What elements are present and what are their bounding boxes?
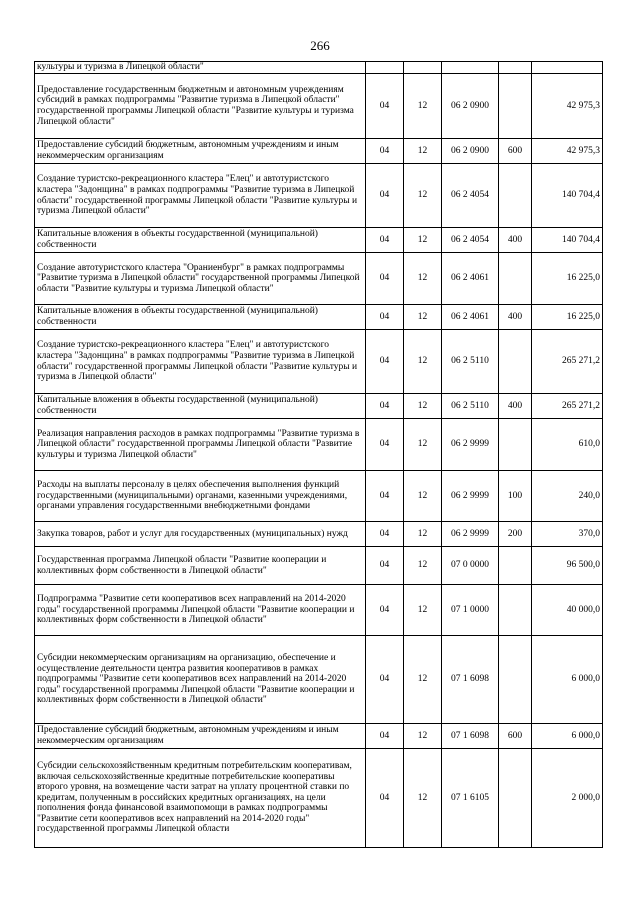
- expense-type-code: [499, 253, 532, 305]
- section-code: [366, 62, 404, 74]
- page-number: 266: [310, 38, 330, 53]
- section-code: 04: [366, 228, 404, 253]
- table-row: [35, 749, 603, 848]
- table-row: [35, 228, 603, 253]
- table-row: [35, 522, 603, 547]
- subsection-code: 12: [404, 330, 442, 394]
- table-row: [35, 305, 603, 330]
- target-article-code: 06 2 0900: [442, 74, 499, 139]
- row-name: Капитальные вложения в объекты государственной (муниципальной) собственности: [35, 228, 366, 253]
- amount: 265 271,2: [532, 394, 603, 419]
- amount: [532, 62, 603, 74]
- target-article-code: 06 2 5110: [442, 330, 499, 394]
- subsection-code: 12: [404, 228, 442, 253]
- expense-type-code: [499, 74, 532, 139]
- subsection-code: 12: [404, 471, 442, 522]
- target-article-code: 06 2 0900: [442, 139, 499, 164]
- amount: 6 000,0: [532, 724, 603, 749]
- expense-type-code: 400: [499, 228, 532, 253]
- expense-type-code: [499, 419, 532, 471]
- table-row: [35, 394, 603, 419]
- subsection-code: 12: [404, 419, 442, 471]
- table-row: [35, 636, 603, 724]
- expense-type-code: [499, 330, 532, 394]
- section-code: 04: [366, 253, 404, 305]
- target-article-code: 06 2 4061: [442, 305, 499, 330]
- expense-type-code: [499, 547, 532, 585]
- expense-type-code: [499, 164, 532, 228]
- subsection-code: 12: [404, 74, 442, 139]
- expense-type-code: [499, 636, 532, 724]
- row-name: Капитальные вложения в объекты государственной (муниципальной) собственности: [35, 305, 366, 330]
- expense-type-code: 100: [499, 471, 532, 522]
- amount: 370,0: [532, 522, 603, 547]
- target-article-code: 06 2 5110: [442, 394, 499, 419]
- target-article-code: 06 2 9999: [442, 419, 499, 471]
- row-name: Закупка товаров, работ и услуг для государственных (муниципальных) нужд: [35, 522, 366, 547]
- target-article-code: 07 1 6105: [442, 749, 499, 848]
- row-name: Капитальные вложения в объекты государственной (муниципальной) собственности: [35, 394, 366, 419]
- row-name: Субсидии сельскохозяйственным кредитным потребительским кооперативам, включая сельскохозяйственные кредитные потребительские кооперативы второго уровня, на возмещение части затрат на уплату процентной ставки по кредитам, полученным в российских кредитных организациях, на цели пополнения фонда финансовой взаимопомощи в рамках подпрограммы "Развитие сети кооперативов всех направлений на 2014-2020 годы" государственной программы Липецкой области: [35, 749, 366, 848]
- target-article-code: 06 2 9999: [442, 471, 499, 522]
- subsection-code: 12: [404, 522, 442, 547]
- row-name: Государственная программа Липецкой области "Развитие кооперации и коллективных форм собственности в Липецкой области": [35, 547, 366, 585]
- subsection-code: 12: [404, 253, 442, 305]
- target-article-code: 07 0 0000: [442, 547, 499, 585]
- section-code: 04: [366, 636, 404, 724]
- row-name: Расходы на выплаты персоналу в целях обеспечения выполнения функций государственными (муниципальными) органами, казенными учреждениями, органами управления государственными внебюджетными фондами: [35, 471, 366, 522]
- table-row: [35, 471, 603, 522]
- section-code: 04: [366, 305, 404, 330]
- subsection-code: 12: [404, 547, 442, 585]
- section-code: 04: [366, 471, 404, 522]
- expense-type-code: 600: [499, 724, 532, 749]
- section-code: 04: [366, 547, 404, 585]
- subsection-code: 12: [404, 749, 442, 848]
- amount: 2 000,0: [532, 749, 603, 848]
- amount: 42 975,3: [532, 74, 603, 139]
- row-name: Предоставление государственным бюджетным и автономным учреждениям субсидий в рамках подпрограммы "Развитие туризма в Липецкой области" государственной программы Липецкой области "Развитие культуры и туризма Липецкой области": [35, 74, 366, 139]
- budget-table-body: [35, 62, 603, 848]
- amount: 265 271,2: [532, 330, 603, 394]
- expense-type-code: [499, 749, 532, 848]
- target-article-code: 07 1 6098: [442, 724, 499, 749]
- section-code: 04: [366, 522, 404, 547]
- expense-type-code: 400: [499, 394, 532, 419]
- table-row: [35, 74, 603, 139]
- target-article-code: 06 2 4054: [442, 228, 499, 253]
- amount: 16 225,0: [532, 253, 603, 305]
- section-code: 04: [366, 724, 404, 749]
- row-name: Создание туристско-рекреационного кластера "Елец" и автотуристского кластера "Задонщина" в рамках подпрограммы "Развитие туризма в Липецкой области" государственной программы Липецкой области "Развитие культуры и туризма в Липецкой области": [35, 330, 366, 394]
- target-article-code: [442, 62, 499, 74]
- row-name: Предоставление субсидий бюджетным, автономным учреждениям и иным некоммерческим организациям: [35, 724, 366, 749]
- table-row: [35, 585, 603, 636]
- expense-type-code: 600: [499, 139, 532, 164]
- amount: 42 975,3: [532, 139, 603, 164]
- row-name: Субсидии некоммерческим организациям на организацию, обеспечение и осуществление деятельности центра развития кооперативов в рамках подпрограммы "Развитие сети кооперативов всех направлений на 2014-2020 годы" государственной программы Липецкой области "Развитие кооперации и коллективных форм собственности в Липецкой области": [35, 636, 366, 724]
- section-code: 04: [366, 749, 404, 848]
- table-row: [35, 547, 603, 585]
- target-article-code: 07 1 0000: [442, 585, 499, 636]
- subsection-code: 12: [404, 585, 442, 636]
- subsection-code: 12: [404, 139, 442, 164]
- amount: 16 225,0: [532, 305, 603, 330]
- subsection-code: 12: [404, 724, 442, 749]
- row-name: Создание автотуристского кластера "Ораниенбург" в рамках подпрограммы "Развитие туризма в Липецкой области" государственной программы Липецкой области "Развитие культуры и туризма Липецкой области": [35, 253, 366, 305]
- target-article-code: 07 1 6098: [442, 636, 499, 724]
- expense-type-code: 400: [499, 305, 532, 330]
- target-article-code: 06 2 4061: [442, 253, 499, 305]
- table-row: [35, 62, 603, 74]
- table-row: [35, 253, 603, 305]
- target-article-code: 06 2 9999: [442, 522, 499, 547]
- section-code: 04: [366, 394, 404, 419]
- subsection-code: 12: [404, 164, 442, 228]
- subsection-code: 12: [404, 305, 442, 330]
- table-row: [35, 139, 603, 164]
- expense-type-code: [499, 585, 532, 636]
- section-code: 04: [366, 164, 404, 228]
- amount: 240,0: [532, 471, 603, 522]
- section-code: 04: [366, 74, 404, 139]
- amount: 140 704,4: [532, 228, 603, 253]
- section-code: 04: [366, 585, 404, 636]
- section-code: 04: [366, 139, 404, 164]
- budget-table: [34, 61, 603, 848]
- amount: 96 500,0: [532, 547, 603, 585]
- amount: 610,0: [532, 419, 603, 471]
- table-row: [35, 419, 603, 471]
- row-name: Создание туристско-рекреационного кластера "Елец" и автотуристского кластера "Задонщина" в рамках подпрограммы "Развитие туризма в Липецкой области" государственной программы Липецкой области "Развитие культуры и туризма Липецкой области": [35, 164, 366, 228]
- amount: 140 704,4: [532, 164, 603, 228]
- table-row: [35, 164, 603, 228]
- amount: 6 000,0: [532, 636, 603, 724]
- target-article-code: 06 2 4054: [442, 164, 499, 228]
- expense-type-code: 200: [499, 522, 532, 547]
- row-name: Подпрограмма "Развитие сети кооперативов всех направлений на 2014-2020 годы" государственной программы Липецкой области "Развитие кооперации и коллективных форм собственности в Липецкой области": [35, 585, 366, 636]
- subsection-code: 12: [404, 394, 442, 419]
- section-code: 04: [366, 419, 404, 471]
- table-row: [35, 724, 603, 749]
- amount: 40 000,0: [532, 585, 603, 636]
- row-name: Предоставление субсидий бюджетным, автономным учреждениям и иным некоммерческим организациям: [35, 139, 366, 164]
- subsection-code: [404, 62, 442, 74]
- row-name: культуры и туризма в Липецкой области": [35, 62, 366, 74]
- table-row: [35, 330, 603, 394]
- subsection-code: 12: [404, 636, 442, 724]
- row-name: Реализация направления расходов в рамках подпрограммы "Развитие туризма в Липецкой области" государственной программы Липецкой области "Развитие культуры и туризма Липецкой области": [35, 419, 366, 471]
- section-code: 04: [366, 330, 404, 394]
- expense-type-code: [499, 62, 532, 74]
